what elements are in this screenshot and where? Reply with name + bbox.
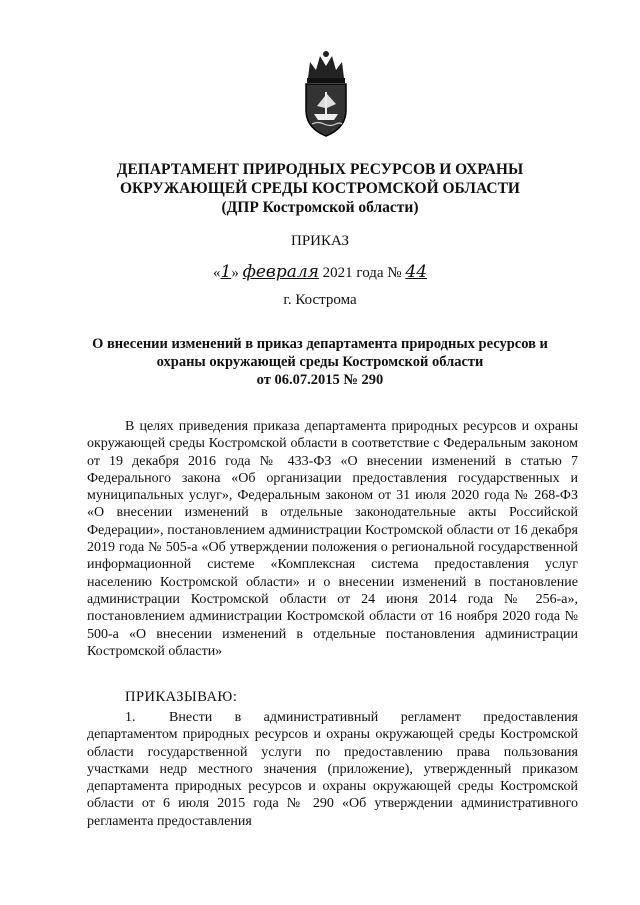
order-date-line bbox=[60, 262, 580, 282]
order-title: ПРИКАЗ bbox=[291, 233, 349, 249]
date-quote-open: « bbox=[212, 265, 221, 281]
order-number: 44 bbox=[405, 262, 428, 282]
org-line-1: ДЕПАРТАМЕНТ ПРИРОДНЫХ РЕСУРСОВ И ОХРАНЫ bbox=[116, 161, 524, 178]
org-line-2: ОКРУЖАЮЩЕЙ СРЕДЫ КОСТРОМСКОЙ ОБЛАСТИ bbox=[120, 180, 520, 197]
subject-line-3: от 06.07.2015 № 290 bbox=[256, 372, 384, 388]
order-day: 1 bbox=[220, 262, 232, 282]
date-quote-close: » bbox=[231, 265, 239, 281]
kostroma-coat-of-arms-icon bbox=[296, 48, 356, 138]
organization-name bbox=[60, 160, 580, 217]
order-month: февраля bbox=[242, 262, 319, 282]
order-year-text: 2021 года № bbox=[322, 265, 402, 281]
order-city: г. Кострома bbox=[283, 292, 357, 308]
preamble-paragraph: В целях приведения приказа департамента природных ресурсов и охраны окружающей среды Костромской области в соответствие с Федеральным законом от 19 декабря 2016 года № 433-ФЗ «О внесении изменений в статью 7 Федерального закона «Об организации предоставления государственных и муниципальных услуг», Федеральным законом от 31 июля 2020 года № 268-ФЗ «О внесении изменений в отдельные законодательные акты Российской Федерации», постановлением администрации Костромской области от 16 декабря 2019 года № 505-а «Об утверждении положения о региональной государственной информационной системе «Комплексная система предоставления услуг населению Костромской области» и о внесении изменений в постановление администрации Костромской области от 24 июня 2014 года № 256-а», постановлением администрации Костромской области от 16 ноября 2020 года № 500-а «О внесении изменений в отдельные постановления администрации Костромской области» bbox=[87, 419, 578, 659]
order-subject bbox=[60, 335, 580, 389]
order-item-1 bbox=[87, 709, 578, 830]
item-text: Внести в административный регламент предоставления департаментом природных ресурсов и охраны окружающей среды Костромской области государственной услуги по предоставлению права пользования участками недр местного значения (приложение), утвержденный приказом департамента природных ресурсов и охраны окружающей среды Костромской области от 6 июля 2015 года № 290 «Об утверждении административного регламента предоставления bbox=[87, 710, 578, 829]
org-short-name: (ДПР Костромской области) bbox=[221, 199, 419, 216]
decree-heading: ПРИКАЗЫВАЮ: bbox=[125, 689, 238, 705]
item-number: 1. bbox=[125, 710, 136, 725]
subject-line-1: О внесении изменений в приказ департамента природных ресурсов и bbox=[92, 336, 548, 352]
subject-line-2: охраны окружающей среды Костромской области bbox=[156, 354, 484, 370]
